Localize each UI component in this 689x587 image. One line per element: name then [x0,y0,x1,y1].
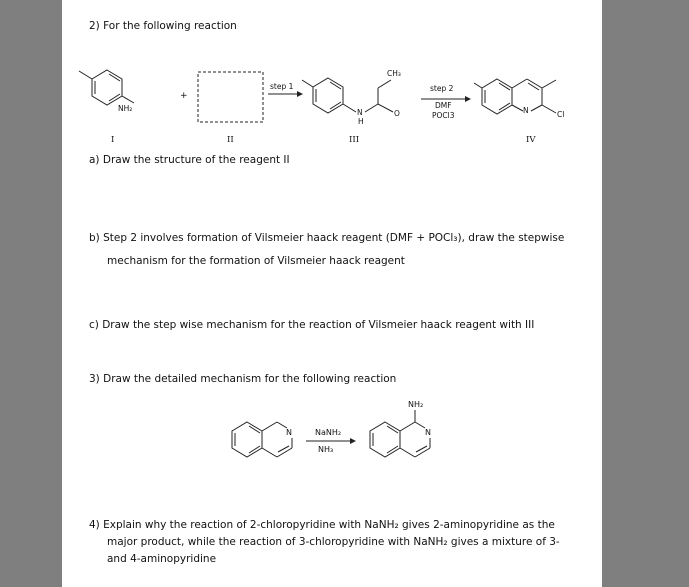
label-reagent-II: II [227,135,234,145]
compound-III-h-label: H [358,117,364,126]
q2a-text: a) Draw the structure of the reagent II [89,154,290,166]
label-compound-IV: IV [526,135,536,145]
compound-III-o-label: O [394,109,400,118]
q4-text-line3: and 4-aminopyridine [107,553,217,565]
label-compound-I: I [111,135,115,145]
label-compound-III: III [349,135,360,145]
step1-label: step 1 [270,82,294,91]
compound-I-nh2-label: NH₂ [118,104,133,113]
q3-product-n-label: N [425,428,431,437]
compound-IV-n-label: N [523,106,529,115]
compound-I-structure [79,70,134,105]
q4-text-line1: 4) Explain why the reaction of 2-chloropyridine with NaNH₂ gives 2-aminopyridine as the [89,519,555,531]
compound-IV-structure [474,79,556,114]
q2c-text: c) Draw the step wise mechanism for the reaction of Vilsmeier haack reagent with III [89,319,535,331]
q3-reactant-n-label: N [286,428,292,437]
compound-III-structure [302,78,393,113]
q3-heading: 3) Draw the detailed mechanism for the following reaction [89,373,397,385]
aminoisoquinoline-product-structure [370,410,430,457]
q2b-text-line1: b) Step 2 involves formation of Vilsmeier haack reagent (DMF + POCl₃), draw the stepwise [89,232,565,244]
dmf-label: DMF [435,101,452,110]
q3-reagent-nh3: NH₃ [318,445,334,454]
q3-reagent-nanh2: NaNH₂ [315,428,342,437]
isoquinoline-reactant-structure [232,422,292,457]
q2-heading: 2) For the following reaction [89,20,237,32]
compound-IV-cl-label: Cl [557,110,565,119]
q4-text-line2: major product, while the reaction of 3-chloropyridine with NaNH₂ gives a mixture of 3- [107,536,560,548]
plus-sign: + [180,91,188,101]
q2b-text-line2: mechanism for the formation of Vilsmeier haack reagent [107,255,405,267]
q3-product-nh2-label: NH₂ [408,400,424,409]
pocl3-label: POCl3 [432,111,455,120]
compound-III-ch3-label: CH₃ [387,69,401,78]
step2-label: step 2 [430,84,454,93]
reagent-II-placeholder-box [198,72,263,122]
compound-III-n-label: N [357,108,363,117]
